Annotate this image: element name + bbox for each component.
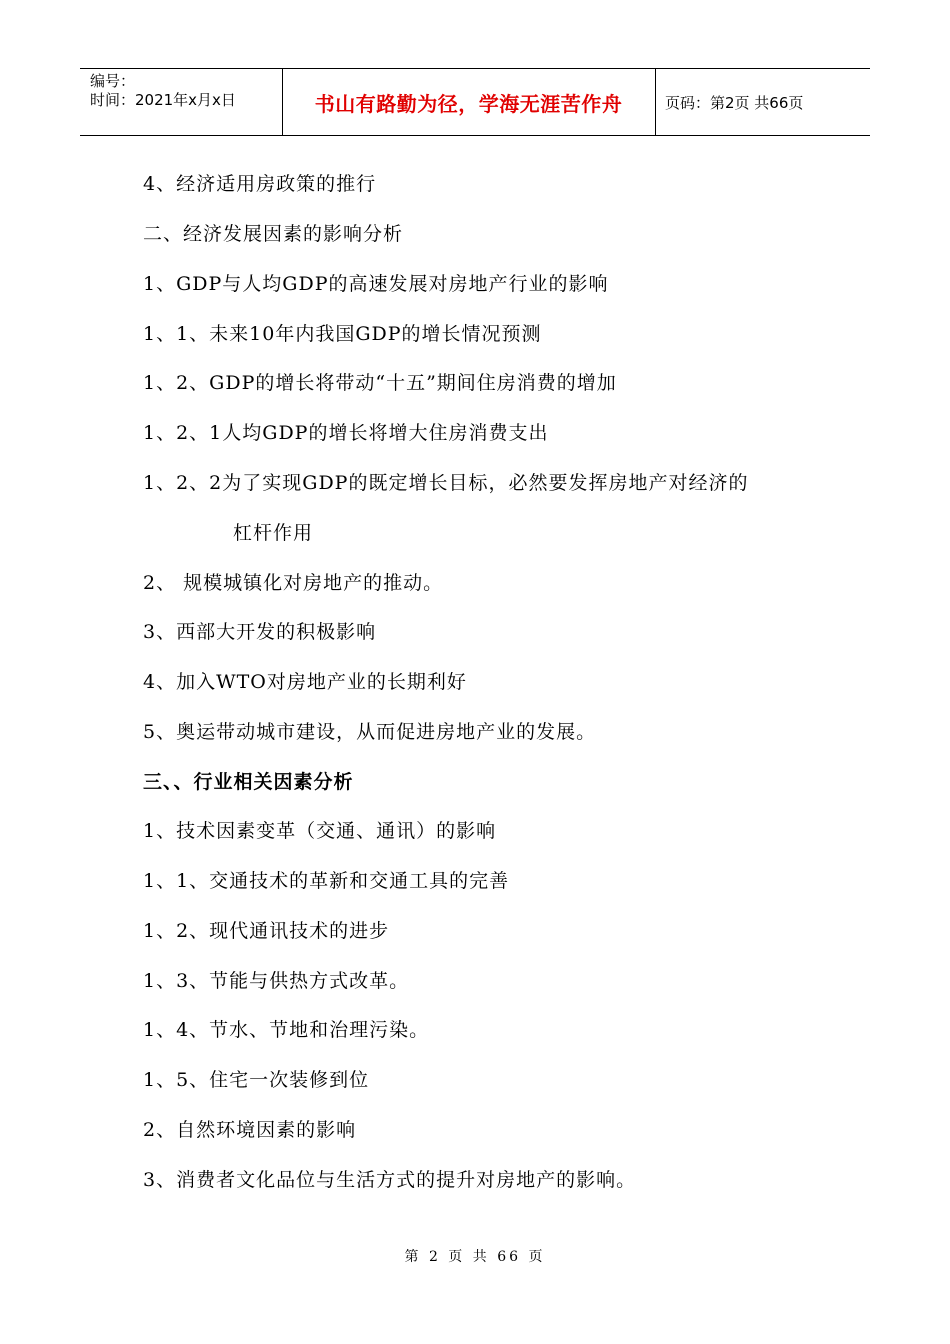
header-page-cell — [655, 69, 870, 135]
header-motto-cell — [282, 69, 656, 135]
page-footer: 第 2 页 共 66 页 — [404, 1249, 546, 1265]
document-header — [80, 68, 870, 136]
outline-line: 4、加入WTO对房地产业的长期利好 — [143, 671, 467, 693]
outline-line: 1、2、1人均GDP的增长将增大住房消费支出 — [143, 422, 549, 444]
outline-line: 1、GDP与人均GDP的高速发展对房地产行业的影响 — [143, 273, 609, 295]
outline-line: 4、经济适用房政策的推行 — [143, 173, 377, 195]
outline-line: 1、1、未来10年内我国GDP的增长情况预测 — [143, 323, 542, 345]
date-label: 时间：2021年x月x日 — [90, 91, 236, 109]
outline-line: 1、5、住宅一次装修到位 — [143, 1069, 370, 1091]
outline-line-continuation: 杠杆作用 — [233, 522, 314, 544]
outline-line: 1、2、2为了实现GDP的既定增长目标，必然要发挥房地产对经济的 — [143, 472, 749, 494]
outline-line: 1、1、交通技术的革新和交通工具的完善 — [143, 870, 510, 892]
header-motto: 书山有路勤为径，学海无涯苦作舟 — [314, 91, 623, 116]
section-heading: 三、、行业相关因素分析 — [143, 771, 354, 793]
outline-line: 1、2、GDP的增长将带动“十五”期间住房消费的增加 — [143, 372, 617, 394]
outline-line: 3、消费者文化品位与生活方式的提升对房地产的影响。 — [143, 1169, 637, 1191]
outline-line: 2、自然环境因素的影响 — [143, 1119, 357, 1141]
outline-line: 3、西部大开发的积极影响 — [143, 621, 377, 643]
serial-number-label: 编号： — [90, 72, 136, 90]
header-info-cell — [80, 69, 283, 135]
header-page-number: 页码：第2页 共66页 — [665, 93, 804, 112]
outline-line: 1、4、节水、节地和治理污染。 — [143, 1019, 430, 1041]
outline-line: 1、技术因素变革（交通、通讯）的影响 — [143, 820, 497, 842]
outline-line: 1、2、现代通讯技术的进步 — [143, 920, 390, 942]
outline-line: 1、3、节能与供热方式改革。 — [143, 970, 410, 992]
outline-line: 2、 规模城镇化对房地产的推动。 — [143, 572, 444, 594]
section-heading: 二、经济发展因素的影响分析 — [143, 223, 404, 245]
outline-line: 5、奥运带动城市建设，从而促进房地产业的发展。 — [143, 721, 597, 743]
